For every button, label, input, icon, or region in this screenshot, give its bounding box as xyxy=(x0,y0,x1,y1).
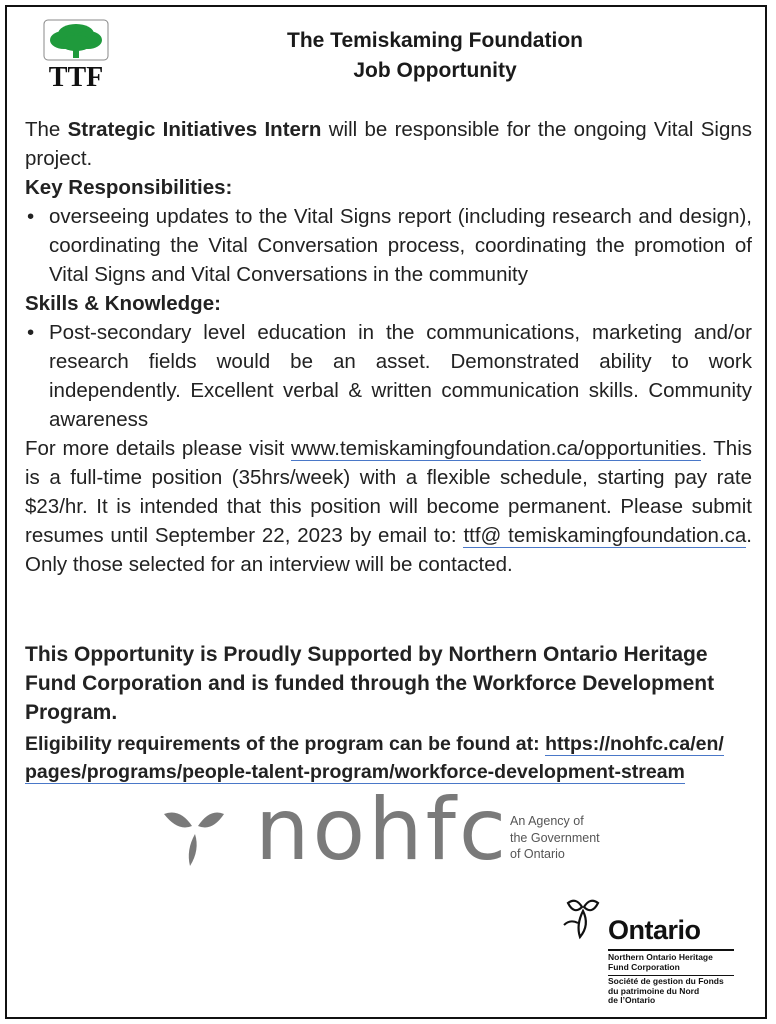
divider xyxy=(608,949,734,951)
responsibilities-heading: Key Responsibilities: xyxy=(25,176,233,199)
agency-line: the Government xyxy=(510,830,600,845)
list-item-text: Post-secondary level education in the communications, marketing and/or research fields would be an asset. Demonstrated ability to work independently. Excellent verbal & written communication skills. Community awareness xyxy=(49,321,752,431)
intro-paragraph xyxy=(25,115,752,173)
eligibility-paragraph xyxy=(25,730,752,786)
nohfc-wordmark: nohfc xyxy=(255,780,510,880)
fr-line: Société de gestion du Fonds xyxy=(608,976,724,986)
ontario-trillium-icon xyxy=(560,895,606,945)
opportunities-link[interactable]: www.temiskamingfoundation.ca/opportunities xyxy=(291,437,702,460)
logo-text: TTF xyxy=(48,62,104,93)
eligibility-pre: Eligibility requirements of the program can be found at: xyxy=(25,733,546,755)
skills-heading: Skills & Knowledge: xyxy=(25,292,221,315)
agency-line: of Ontario xyxy=(510,847,565,861)
org-title: The Temiskaming Foundation xyxy=(287,29,583,52)
list-item xyxy=(25,318,752,434)
details-pre: For more details please visit xyxy=(25,437,291,460)
responsibilities-list xyxy=(25,202,752,289)
list-item xyxy=(25,202,752,289)
intro-post: will be responsible for the ongoing Vital Signs project. xyxy=(25,118,753,170)
role-title: Strategic Initiatives Intern xyxy=(67,118,322,141)
support-statement: This Opportunity is Proudly Supported by Northern Ontario Heritage Fund Corporation and is funded through the Workforce Development Program. xyxy=(25,643,715,724)
posting-body xyxy=(25,115,752,579)
ontario-logo xyxy=(560,895,740,1020)
fr-line: du patrimoine du Nord xyxy=(608,985,700,996)
page-title: Job Opportunity xyxy=(353,59,517,82)
tree-icon xyxy=(40,18,112,94)
bullet-icon: • xyxy=(27,321,35,344)
en-line: Fund Corporation xyxy=(608,961,680,972)
bullet-icon: • xyxy=(27,205,35,228)
en-line: Northern Ontario Heritage xyxy=(608,952,713,962)
details-mid: . This is a full-time position (35hrs/week) with a flexible schedule, starting pay rate $23/hr. It is intended that this position will become permanent. Please submit resumes until September 22, 2023 by email to: xyxy=(25,437,753,547)
details-post: . Only those selected for an interview will be contacted. xyxy=(25,524,752,576)
ttf-logo xyxy=(40,18,112,94)
email-link[interactable]: ttf@ temiskamingfoundation.ca xyxy=(463,524,747,547)
intro-pre: The xyxy=(25,118,68,141)
agency-line: An Agency of xyxy=(510,814,584,828)
ontario-fr-text xyxy=(608,977,724,1006)
ontario-en-text xyxy=(608,953,713,972)
nohfc-program-link[interactable]: https://nohfc.ca/en/ pages/programs/people-talent-program/workforce-development-stream xyxy=(25,733,724,783)
trillium-icon xyxy=(160,808,230,870)
fr-line: de l’Ontario xyxy=(608,995,656,1005)
agency-text xyxy=(510,813,600,863)
details-paragraph xyxy=(25,434,752,579)
list-item-text: overseeing updates to the Vital Signs report (including research and design), coordinating the Vital Conversation process, coordinating the promotion of Vital Signs and Vital Conversations in the community xyxy=(49,205,752,286)
ontario-wordmark: Ontario xyxy=(608,915,701,945)
skills-list xyxy=(25,318,752,434)
